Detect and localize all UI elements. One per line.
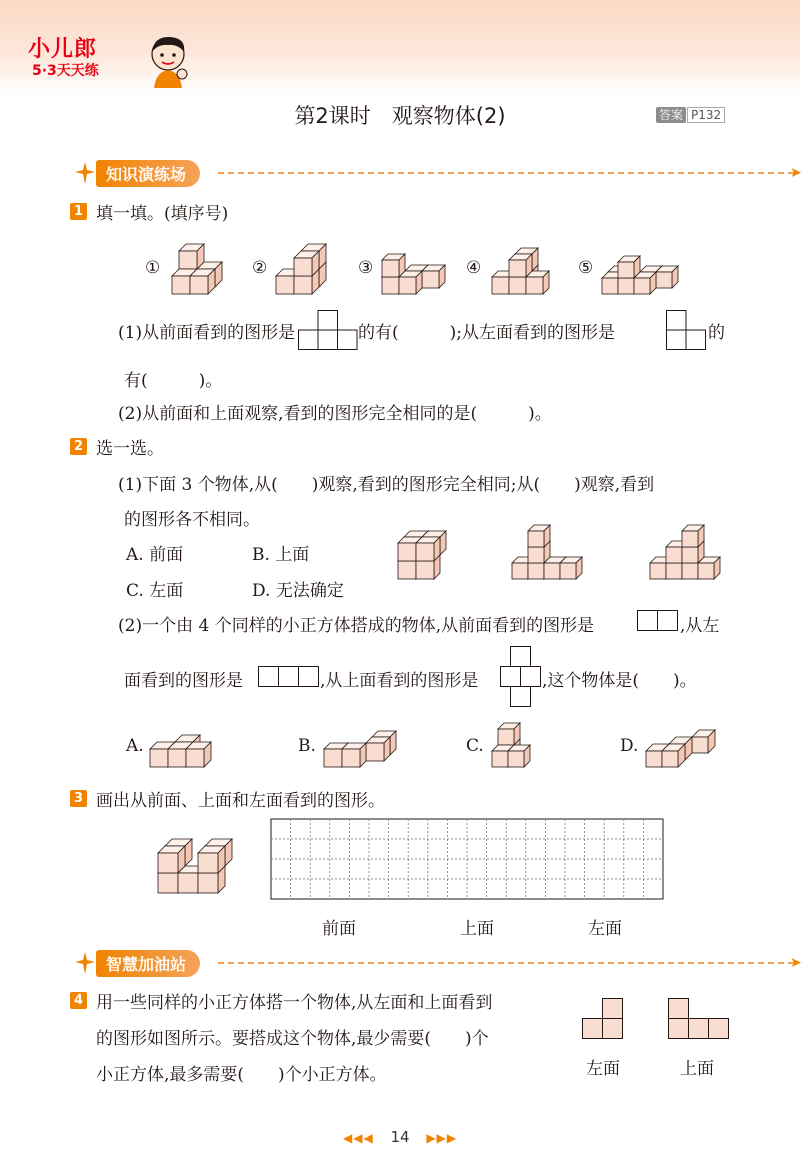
section-title: 知识演练场 — [96, 160, 200, 187]
cube-choice-b — [322, 722, 398, 768]
cube — [158, 846, 185, 873]
cube-figure-3 — [380, 240, 440, 295]
cube — [382, 254, 405, 277]
option-d: D. 无法确定 — [252, 581, 344, 601]
cube-figure-4 — [490, 235, 554, 295]
figure-label: ② — [252, 258, 268, 278]
cube — [698, 557, 720, 579]
figure-label: ④ — [466, 258, 482, 278]
q2-part2-text: ,从上面看到的图形是 — [320, 671, 479, 691]
brand-logo: 小儿郎 — [28, 37, 98, 62]
figure-label: ① — [145, 258, 161, 278]
top-view-shape — [500, 646, 542, 708]
left-view-shape — [582, 998, 624, 1040]
page-number-value: 14 — [390, 1128, 410, 1146]
question-stem: 画出从前面、上面和左面看到的图形。 — [96, 791, 385, 811]
q1-part1-text: 的 — [708, 323, 725, 343]
grid-label-top: 上面 — [460, 919, 494, 939]
choice-label: D. — [620, 736, 639, 756]
figure-label: ③ — [358, 258, 374, 278]
cube-figure-q2-2 — [510, 520, 590, 580]
front-view-shape — [637, 610, 679, 632]
cube — [498, 723, 520, 745]
cube-figure-q3 — [156, 828, 240, 894]
q2-part2-text: ,这个物体是( )。 — [542, 671, 697, 691]
q1-part1-text: 有( )。 — [124, 371, 223, 391]
cube-figure-1 — [170, 235, 230, 295]
option-b: B. 上面 — [252, 545, 310, 565]
q4-text: 的图形如图所示。要搭成这个物体,最少需要( )个 — [96, 1029, 489, 1049]
cube — [618, 256, 640, 278]
section-banner-practice — [72, 160, 802, 186]
cube — [682, 525, 704, 547]
section-divider — [218, 962, 794, 964]
q2-part2-text: ,从左 — [680, 616, 720, 636]
q4-text: 用一些同样的小正方体搭一个物体,从左面和上面看到 — [96, 993, 493, 1013]
mascot-icon — [140, 32, 196, 88]
sparkle-icon — [72, 950, 98, 976]
chevron-right-icon: ➤ — [790, 955, 802, 971]
q1-part2-text: (2)从前面和上面观察,看到的图形完全相同的是( )。 — [118, 404, 552, 424]
question-number: 1 — [70, 203, 87, 220]
cube — [692, 730, 715, 753]
q1-part1-text: 的有( );从左面看到的图形是 — [358, 323, 615, 343]
cube — [186, 742, 211, 767]
cube — [190, 269, 215, 294]
question-number: 4 — [70, 992, 87, 1009]
view-label-left: 左面 — [586, 1059, 620, 1079]
grid-label-left: 左面 — [588, 919, 622, 939]
page-title: 第2课时 观察物体(2) — [294, 104, 506, 128]
cube — [422, 265, 445, 288]
cube — [294, 251, 319, 276]
cube — [198, 846, 225, 873]
arrow-right-icon: ▶▶▶ — [426, 1131, 458, 1145]
top-view-shape — [668, 998, 730, 1040]
cube-figure-2 — [274, 235, 334, 295]
figure-label: ⑤ — [578, 258, 594, 278]
cube — [509, 254, 532, 277]
answer-reference — [656, 106, 725, 123]
q2-part2-text: (2)一个由 4 个同样的小正方体搭成的物体,从前面看到的图形是 — [118, 616, 595, 636]
cube-figure-5 — [600, 240, 672, 295]
cube — [416, 537, 440, 561]
question-stem: 选一选。 — [96, 439, 164, 459]
q2-part1-text: (1)下面 3 个物体,从( )观察,看到的图形完全相同;从( )观察,看到 — [118, 475, 655, 495]
q1-part1-text: (1)从前面看到的图形是 — [118, 323, 296, 343]
left-view-shape — [666, 310, 708, 350]
cube — [528, 525, 550, 547]
cube-choice-a — [148, 722, 224, 768]
cube-figure-q2-1 — [396, 520, 456, 580]
section-title: 智慧加油站 — [96, 950, 200, 977]
left-view-shape — [258, 666, 320, 688]
cube — [179, 244, 204, 269]
choice-label: B. — [298, 736, 316, 756]
answer-tag: 答案 — [656, 107, 686, 123]
option-a: A. 前面 — [126, 545, 184, 565]
sparkle-icon — [72, 160, 98, 186]
q2-part1-text: 的图形各不相同。 — [124, 510, 260, 530]
brand — [28, 32, 208, 92]
question-stem: 填一填。(填序号) — [96, 204, 229, 224]
cube-figure-q2-3 — [648, 520, 728, 580]
cube — [656, 266, 678, 288]
choice-label: C. — [466, 736, 484, 756]
section-divider — [218, 172, 794, 174]
cube — [526, 271, 549, 294]
cube — [634, 272, 656, 294]
cube — [662, 744, 685, 767]
chevron-right-icon: ➤ — [790, 165, 802, 181]
answer-page: P132 — [687, 107, 725, 123]
q2-part2-text: 面看到的图形是 — [124, 671, 243, 691]
cube — [342, 743, 366, 767]
brand-subtitle: 5·3天天练 — [32, 63, 99, 79]
cube — [508, 745, 530, 767]
cube-choice-d — [644, 720, 720, 768]
question-number: 3 — [70, 790, 87, 807]
drawing-grid — [270, 818, 664, 900]
choice-label: A. — [126, 736, 144, 756]
page-number — [0, 1128, 800, 1146]
cube — [366, 737, 390, 761]
front-view-shape — [298, 310, 358, 350]
q4-text: 小正方体,最多需要( )个小正方体。 — [96, 1065, 387, 1085]
arrow-left-icon: ◀◀◀ — [342, 1131, 374, 1145]
section-banner-wisdom — [72, 950, 802, 976]
option-c: C. 左面 — [126, 581, 184, 601]
grid-label-front: 前面 — [322, 919, 356, 939]
cube — [560, 557, 582, 579]
question-number: 2 — [70, 438, 87, 455]
view-label-top: 上面 — [680, 1059, 714, 1079]
cube — [399, 271, 422, 294]
cube-choice-c — [490, 722, 550, 768]
